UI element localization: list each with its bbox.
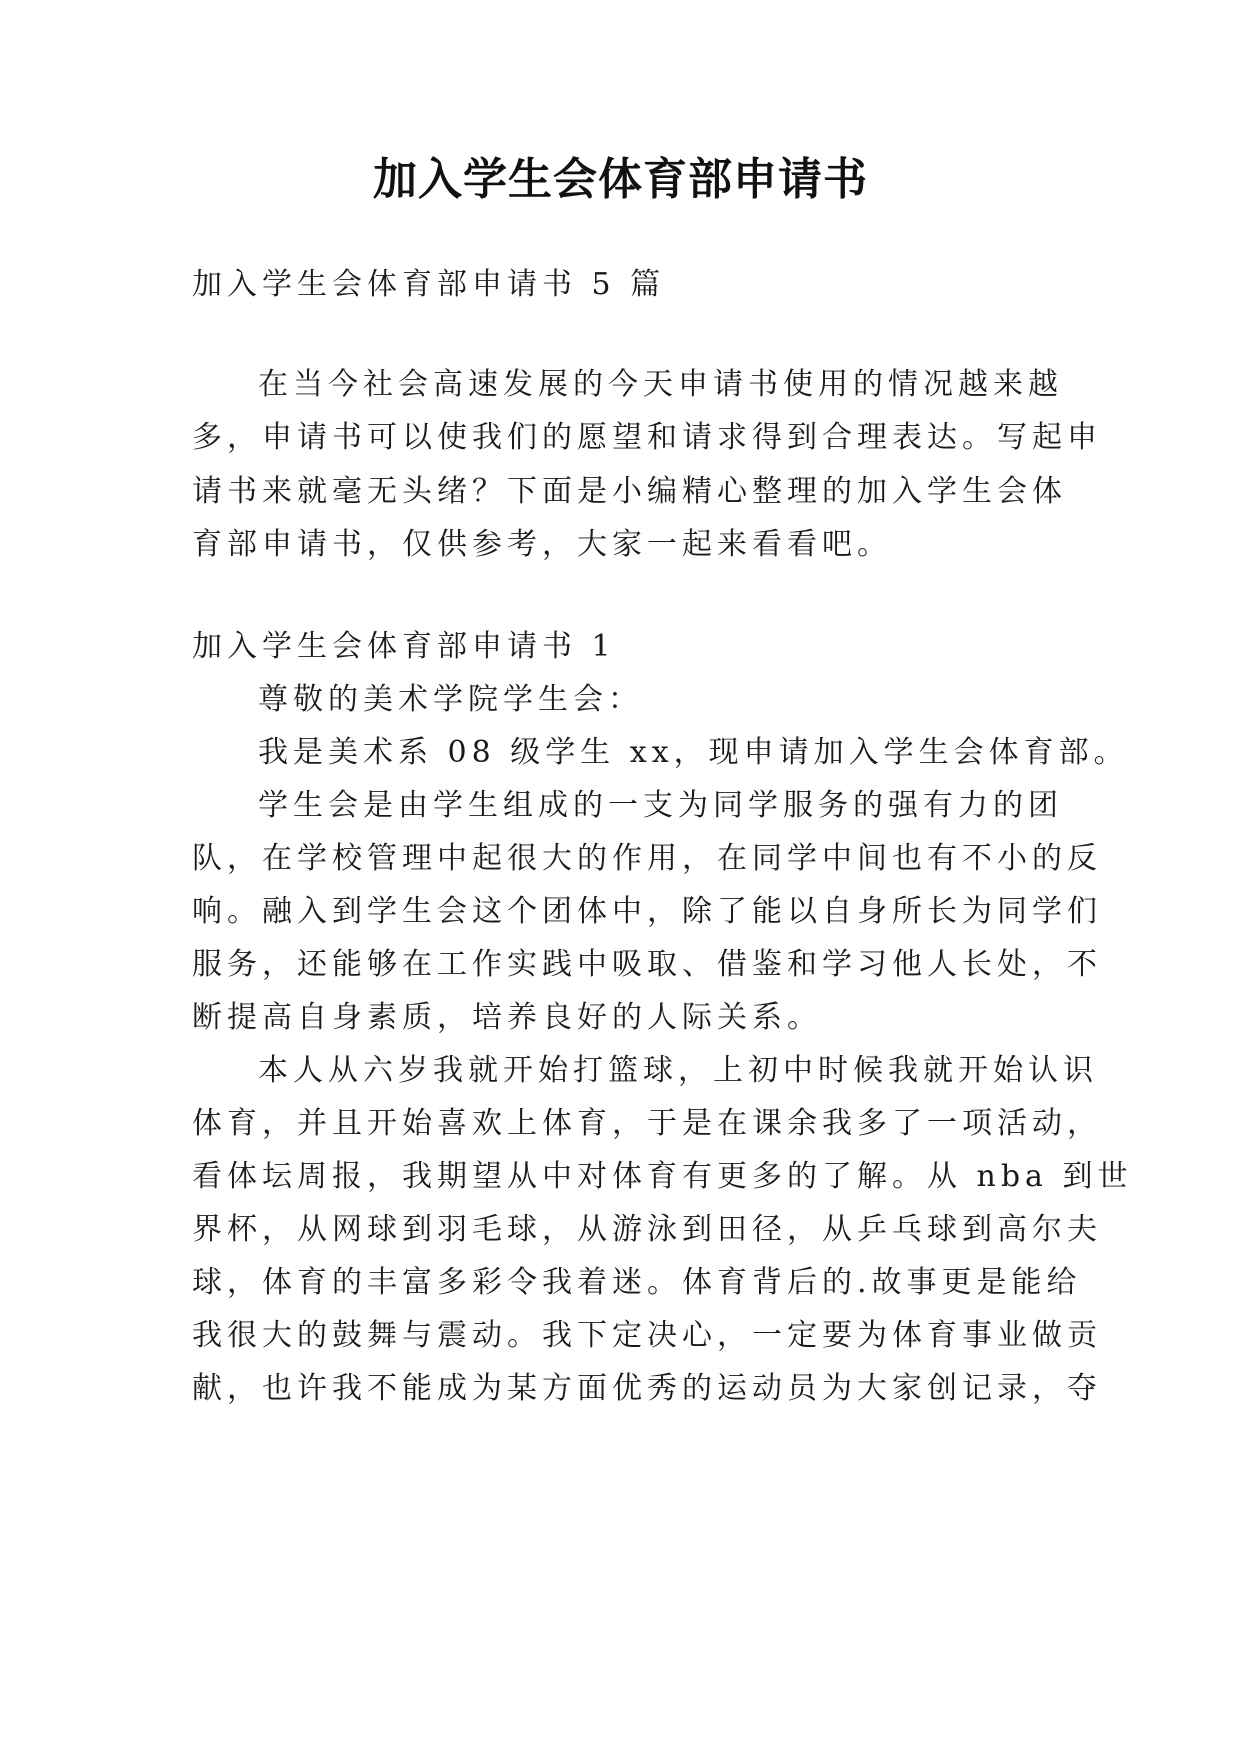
text-line: 请书来就毫无头绪？下面是小编精心整理的加入学生会体: [192, 474, 1067, 509]
text-line: 我很大的鼓舞与震动。我下定决心，一定要为体育事业做贡: [192, 1318, 1102, 1353]
text-line: 看体坛周报，我期望从中对体育有更多的了解。从 nba 到世: [192, 1159, 1133, 1194]
text-line: 断提高自身素质，培养良好的人际关系。: [192, 1000, 822, 1035]
text-line: 响。融入到学生会这个团体中，除了能以自身所长为同学们: [192, 894, 1102, 929]
document-title: 加入学生会体育部申请书: [373, 154, 868, 205]
text-line: 体育，并且开始喜欢上体育，于是在课余我多了一项活动，: [192, 1106, 1102, 1141]
text-line: 队，在学校管理中起很大的作用，在同学中间也有不小的反: [192, 841, 1102, 876]
text-line: 尊敬的美术学院学生会：: [258, 682, 643, 717]
subtitle-line: 加入学生会体育部申请书 5 篇: [192, 267, 666, 302]
text-line: 多，申请书可以使我们的愿望和请求得到合理表达。写起申: [192, 420, 1102, 455]
text-line: 球，体育的丰富多彩令我着迷。体育背后的.故事更是能给: [192, 1265, 1082, 1300]
text-line: 界杯，从网球到羽毛球，从游泳到田径，从乒乓球到高尔夫: [192, 1212, 1102, 1247]
text-line: 献，也许我不能成为某方面优秀的运动员为大家创记录，夺: [192, 1371, 1102, 1406]
text-line: 本人从六岁我就开始打篮球，上初中时候我就开始认识: [258, 1053, 1098, 1088]
text-line: 我是美术系 08 级学生 xx，现申请加入学生会体育部。: [258, 735, 1129, 770]
section-heading: 加入学生会体育部申请书 1: [192, 629, 616, 664]
text-line: 育部申请书，仅供参考，大家一起来看看吧。: [192, 527, 892, 562]
text-line: 在当今社会高速发展的今天申请书使用的情况越来越: [258, 367, 1063, 402]
text-line: 学生会是由学生组成的一支为同学服务的强有力的团: [258, 788, 1063, 823]
text-line: 服务，还能够在工作实践中吸取、借鉴和学习他人长处，不: [192, 947, 1102, 982]
